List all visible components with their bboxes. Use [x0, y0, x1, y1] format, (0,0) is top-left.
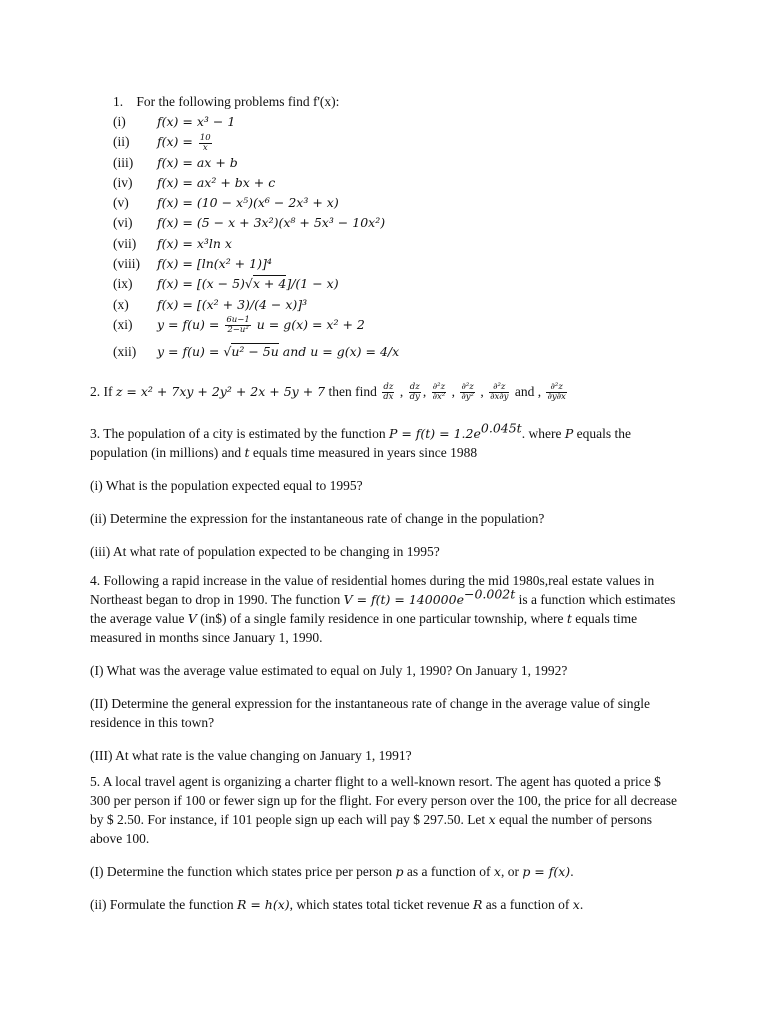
variable: P — [564, 426, 574, 441]
fraction-denominator: 2−u² — [227, 325, 249, 336]
item-expression: f(x) = ax + b — [157, 154, 238, 170]
problem-item — [113, 193, 673, 213]
problem-item — [113, 132, 673, 152]
fraction-denominator: dy — [409, 392, 420, 403]
question-text: For the following problems find f'(x): — [136, 94, 340, 109]
problem-item — [113, 112, 673, 132]
fraction-numerator: ∂²z — [432, 382, 446, 393]
derivative-fraction — [489, 383, 509, 402]
variable: t — [566, 611, 572, 626]
fraction-denominator: dx — [383, 392, 394, 403]
item-label: (iv) — [113, 174, 133, 190]
fraction — [199, 134, 212, 153]
question-text: and — [511, 384, 538, 399]
sub-question: (ii) Determine the expression for the instantaneous rate of change in the population? — [90, 511, 545, 526]
sub-question: (i) What is the population expected equal to 1995? — [90, 478, 363, 493]
question-equation: P = f(t) = 1.2e — [388, 426, 481, 441]
problem-item — [113, 254, 673, 274]
item-expression: f(x) = [(x − 5)√ — [157, 276, 253, 292]
question-text: (I) Determine the function which states price per person — [90, 864, 396, 879]
derivative-fraction — [382, 383, 394, 402]
question-1-heading — [113, 92, 673, 112]
question-text: (in$) of a single family residence in one particular township, where — [196, 611, 567, 626]
variable: R — [472, 897, 483, 912]
fraction-numerator: dz — [383, 382, 394, 393]
question-1 — [113, 92, 673, 362]
problem-item — [113, 213, 673, 233]
radical-body: u² − 5u — [231, 343, 279, 359]
question-text: , or — [500, 864, 523, 879]
fraction-denominator: x — [202, 142, 208, 153]
item-label: (viii) — [113, 256, 140, 272]
fraction-denominator: ∂x² — [432, 392, 446, 403]
question-text: is a function which estimates the average value — [90, 592, 676, 626]
fraction-numerator: ∂²z — [546, 383, 566, 393]
item-label: (vii) — [113, 235, 137, 251]
sub-question: (III) At what rate is the value changing on January 1, 1991? — [90, 748, 412, 763]
question-5-stem — [90, 772, 680, 848]
problem-item — [113, 315, 673, 339]
question-4-stem — [90, 571, 680, 647]
question-equation: V = f(t) = 140000e — [343, 592, 464, 607]
question-text: equals time measured in years since 1988 — [249, 445, 478, 460]
radical-body: x + 4 — [252, 276, 287, 292]
variable: p — [395, 864, 404, 879]
problem-item — [113, 153, 673, 173]
question-text: as a function of — [482, 897, 573, 912]
fraction — [225, 316, 250, 335]
item-expression: f(x) = — [157, 134, 197, 150]
item-expression-suffix: ]/(1 − x) — [286, 276, 339, 292]
sub-question: (I) What was the average value estimated to equal on July 1, 1990? On January 1, 1992? — [90, 663, 568, 678]
question-text: equal the number of persons above 100. — [90, 812, 652, 846]
fraction-denominator: ∂y∂x — [547, 392, 566, 403]
problem-item — [113, 274, 673, 294]
fraction-denominator: ∂x∂y — [490, 392, 509, 403]
item-expression: f(x) = x³ln x — [157, 235, 232, 251]
item-label: (x) — [113, 296, 129, 312]
derivative-fraction — [432, 383, 447, 402]
item-label: (ii) — [113, 134, 130, 150]
question-text: 5. A local travel agent is organizing a charter flight to a well-known resort. The agent has quoted a price $ 300 per person if 100 or fewer sign up for the flight. For every person over the 100, the price for all decrease by $ 2.50. For instance, if 101 people sign up each will pay $ 297.50. Let — [90, 774, 678, 827]
fraction-denominator: ∂y² — [461, 392, 474, 403]
question-text: as a function of — [403, 864, 494, 879]
question-5 — [90, 772, 680, 914]
item-expression: f(x) = x³ − 1 — [157, 114, 236, 129]
question-text: equals the population (in millions) and — [90, 426, 631, 460]
question-3 — [90, 420, 680, 561]
question-text: . — [570, 864, 574, 879]
item-expression: f(x) = (10 − x⁵)(x⁶ − 2x³ + x) — [157, 195, 339, 211]
question-3-stem — [90, 420, 680, 462]
question-2: 2. If z = x² + 7xy + 2y² + 2x + 5y + 7 then find $\frac{dz}{dx}$ , $\frac{dz}{dy}$ , $\frac{\text{∂²z}}{\text{∂x²}}$ , $\frac{\text{∂²z}}{\text{∂y²}}$ , $\frac{\text{∂²z}}{\partial x\partial y}$ and , $\frac{\text{∂²z}}{\partial y\partial x}$ — [90, 382, 566, 403]
question-text: . — [579, 897, 584, 912]
item-label: (i) — [113, 114, 126, 129]
item-label: (vi) — [113, 215, 133, 231]
variable: t — [244, 445, 250, 460]
variable: x — [493, 864, 501, 879]
question-text: 4. Following a rapid increase in the value of residential homes during the mid 1980s,real estate values in Northeast began to drop in 1990. The function — [90, 573, 655, 607]
sub-question — [90, 895, 680, 914]
question-equation: R = h(x) — [236, 897, 290, 912]
item-expression: f(x) = [ln(x² + 1)]⁴ — [157, 256, 272, 272]
item-expression: y = f(u) = √ — [157, 343, 232, 359]
item-expression: f(x) = (5 − x + 3x²)(x⁸ + 5x³ − 10x²) — [157, 215, 386, 231]
question-number: 1. — [113, 94, 124, 109]
variable: x — [572, 897, 580, 912]
item-label: (xi) — [113, 316, 133, 332]
question-equation: p = f(x) — [522, 864, 571, 879]
derivative-fraction — [409, 383, 421, 402]
sub-question: (iii) At what rate of population expected to be changing in 1995? — [90, 544, 440, 559]
question-text: equals time measured in months since January 1, 1990. — [90, 611, 638, 645]
item-label: (ix) — [113, 276, 133, 292]
sub-question: (II) Determine the general expression for the instantaneous rate of change in the average value of single residence in this town? — [90, 696, 651, 730]
fraction-numerator: ∂²z — [461, 382, 474, 393]
question-text: 2. If — [90, 384, 116, 399]
item-label: (v) — [113, 195, 129, 211]
question-text: 3. The population of a city is estimated by the function — [90, 426, 389, 441]
exponent: 0.045t — [480, 420, 522, 436]
question-4 — [90, 571, 680, 765]
fraction-numerator: ∂²z — [489, 383, 509, 393]
fraction-numerator: 10 — [199, 132, 211, 143]
variable: x — [488, 812, 496, 827]
item-label: (iii) — [113, 154, 134, 170]
question-text: , which states total ticket revenue — [289, 897, 473, 912]
derivative-fraction — [546, 383, 566, 402]
question-text: . where — [521, 426, 565, 441]
problem-item — [113, 342, 673, 362]
problem-item — [113, 234, 673, 254]
item-expression: f(x) = [(x² + 3)/(4 − x)]³ — [157, 296, 308, 312]
question-text: (ii) Formulate the function — [90, 897, 237, 912]
item-expression-suffix: and u = g(x) = 4/x — [278, 343, 400, 359]
item-expression: f(x) = ax² + bx + c — [157, 174, 276, 190]
fraction-numerator: dz — [409, 382, 420, 393]
problem-item — [113, 295, 673, 315]
item-label: (xii) — [113, 343, 137, 359]
item-expression: y = f(u) = — [157, 316, 224, 332]
item-expression-suffix: u = g(x) = x² + 2 — [252, 316, 365, 332]
sub-question — [90, 862, 680, 881]
variable: V — [187, 611, 197, 626]
derivative-fraction — [460, 383, 475, 402]
exponent: −0.002t — [463, 586, 516, 602]
problem-item — [113, 173, 673, 193]
fraction-numerator: 6u−1 — [226, 315, 250, 326]
question-text: then find — [325, 384, 381, 399]
question-equation: z = x² + 7xy + 2y² + 2x + 5y + 7 — [115, 384, 326, 399]
